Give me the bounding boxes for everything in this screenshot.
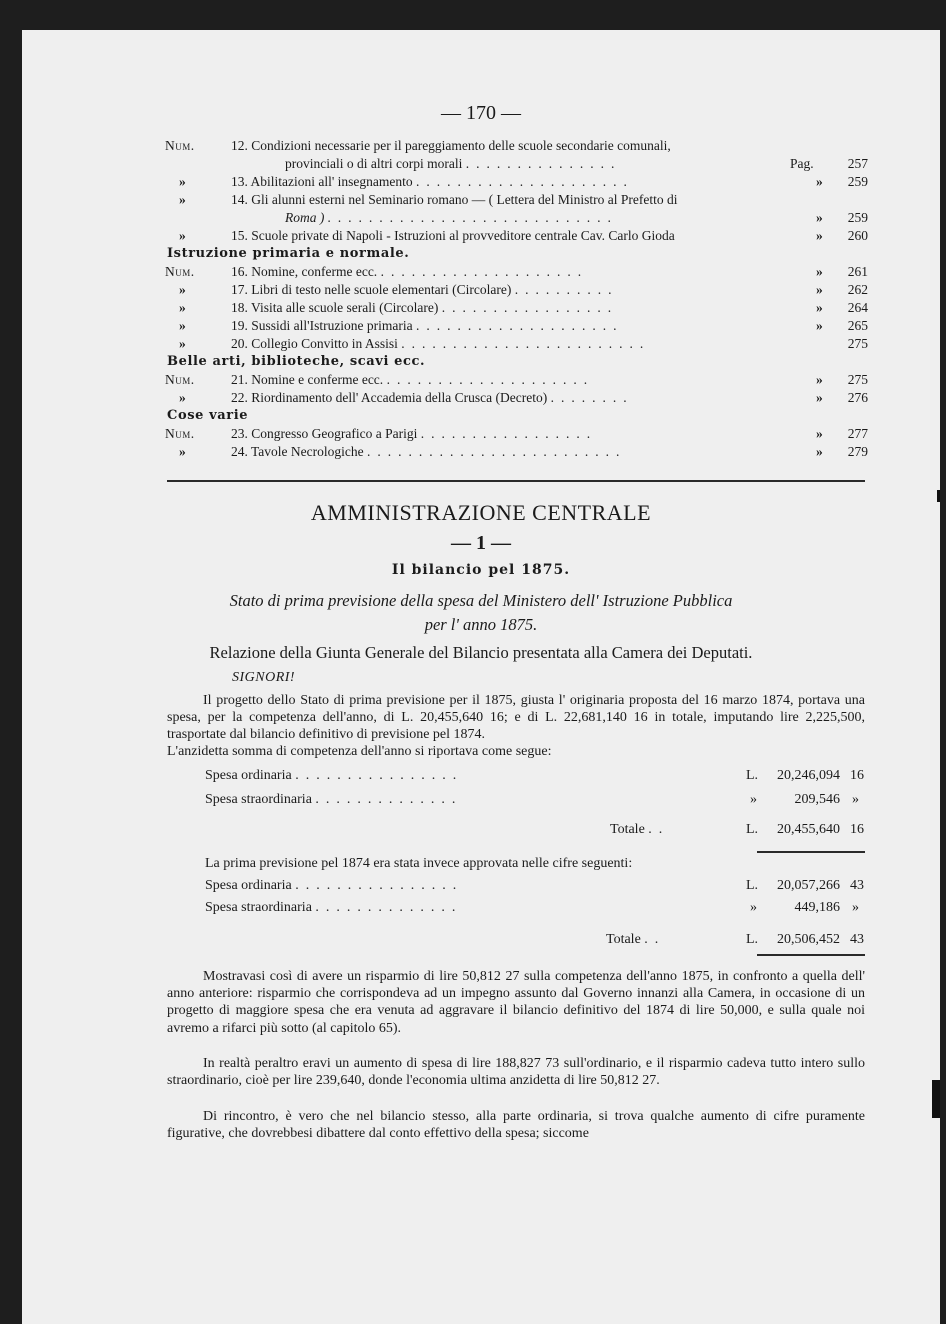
- relazione-heading: Relazione della Giunta Generale del Bilancio presentata alla Camera dei Deputati.: [209, 643, 753, 662]
- toc-ditto: »: [816, 426, 823, 441]
- ditto-quote: »: [179, 318, 186, 333]
- document-page: [22, 30, 940, 1324]
- toc-page: 275: [847, 336, 868, 351]
- cents: 16: [850, 768, 864, 783]
- toc-ditto: »: [816, 264, 823, 279]
- toc-entry-continuation: provinciali o di altri corpi morali ...............: [285, 156, 622, 171]
- line-label: Spesa ordinaria ................: [205, 768, 464, 783]
- toc-page: 259: [847, 174, 868, 189]
- article-title: Il bilancio pel 1875.: [391, 562, 571, 578]
- paragraph: Il progetto dello Stato di prima previsione per il 1875, giusta l' originaria proposta del 16 marzo 1874, portava una spesa, per la competenza dell'anno, di L. 20,455,640 16; e di L. 22,681,140 16 in totale, imputando lire 2,225,500, trasportate dal bilancio definitivo di previsione pel 1874.: [167, 693, 865, 743]
- amount: 20,506,452: [777, 932, 840, 947]
- num-label: Num.: [165, 138, 195, 153]
- cents: 43: [850, 932, 864, 947]
- currency: L.: [746, 768, 759, 783]
- cents: 16: [850, 822, 864, 837]
- num-label: Num.: [165, 264, 195, 279]
- scan-mark: [932, 1080, 940, 1118]
- toc-page: 279: [847, 444, 868, 459]
- toc-ditto: »: [816, 282, 823, 297]
- currency: L.: [746, 822, 759, 837]
- cents: »: [852, 792, 859, 807]
- toc-ditto: »: [816, 174, 823, 189]
- num-label: Num.: [165, 426, 195, 441]
- toc-ditto: »: [816, 300, 823, 315]
- toc-page: 261: [847, 264, 868, 279]
- toc-page: 277: [847, 426, 868, 441]
- toc-page: 262: [847, 282, 868, 297]
- toc-entry: 23. Congresso Geografico a Parigi .................: [231, 426, 598, 441]
- ditto-quote: »: [179, 174, 186, 189]
- line-label: Spesa straordinaria ..............: [205, 792, 463, 807]
- amount: 20,246,094: [777, 768, 840, 783]
- currency: L.: [746, 932, 759, 947]
- toc-entry: 19. Sussidi all'Istruzione primaria ....................: [231, 318, 624, 333]
- toc-entry-continuation: Roma ) ............................: [285, 210, 619, 225]
- toc-entry: 18. Visita alle scuole serali (Circolare) .................: [231, 300, 619, 315]
- total-rule: [757, 954, 865, 956]
- toc-entry: 16. Nomine, conferme ecc. ....................: [231, 264, 589, 279]
- section-heading: Belle arti, biblioteche, scavi ecc.: [167, 354, 426, 369]
- paragraph: L'anzidetta somma di competenza dell'anno si riportava come segue:: [167, 744, 552, 759]
- section-heading: Istruzione primaria e normale.: [167, 246, 410, 261]
- toc-entry: 12. Condizioni necessarie per il pareggiamento delle scuole secondarie comunali,: [231, 138, 671, 153]
- currency: L.: [746, 878, 759, 893]
- paragraph: Mostravasi così di avere un risparmio di lire 50,812 27 sulla competenza dell'anno 1875, in confronto a quella dell' anno anteriore: risparmio che corrispondeva ad un impegno assunto dal Governo innanzi alla Camera, in occasione di un progetto di maggiore spesa che era venuta ad aggravare il bilancio definitivo del 1874 di lire 50,000, e sulla quale noi avremo a rifarci più sotto (al capitolo 65).: [167, 969, 865, 1036]
- toc-page: 265: [847, 318, 868, 333]
- toc-page: 275: [847, 372, 868, 387]
- currency: »: [750, 792, 757, 807]
- section-divider: [167, 480, 865, 482]
- toc-ditto: »: [816, 372, 823, 387]
- amount: 20,455,640: [777, 822, 840, 837]
- total-label: Totale ..: [606, 932, 666, 947]
- cents: 43: [850, 878, 864, 893]
- toc-entry: 24. Tavole Necrologiche .........................: [231, 444, 627, 459]
- toc-page: 257: [847, 156, 868, 171]
- page-number: — 170 —: [441, 102, 521, 124]
- toc-ditto: »: [816, 444, 823, 459]
- italic-title-year: per l' anno 1875.: [424, 615, 538, 634]
- toc-entry: 13. Abilitazioni all' insegnamento .....................: [231, 174, 634, 189]
- amount: 209,546: [794, 792, 840, 807]
- scan-mark: [937, 490, 940, 502]
- ditto-quote: »: [179, 444, 186, 459]
- line-label: Spesa straordinaria ..............: [205, 900, 463, 915]
- paragraph: In realtà peraltro eravi un aumento di spesa di lire 188,827 73 sull'ordinario, e il risparmio cadeva tutto intero sullo straordinario, cioè per lire 239,640, donde l'economia ultima anzidetta di lire 50,812 27.: [167, 1056, 865, 1089]
- toc-entry: 20. Collegio Convitto in Assisi ........................: [231, 336, 651, 351]
- cents: »: [852, 900, 859, 915]
- paragraph: La prima previsione pel 1874 era stata invece approvata nelle cifre seguenti:: [205, 856, 633, 871]
- toc-page: 276: [847, 390, 868, 405]
- toc-ditto: »: [816, 318, 823, 333]
- italic-title: Stato di prima previsione della spesa del Ministero dell' Istruzione Pubblica: [229, 591, 733, 610]
- paragraph: Di rincontro, è vero che nel bilancio stesso, alla parte ordinaria, si trova qualche aumento di cifre puramente figurative, che dovrebbesi dibattere dal conto effettivo della spesa; siccome: [167, 1109, 865, 1142]
- ditto-quote: »: [179, 228, 186, 243]
- toc-page: 264: [847, 300, 868, 315]
- ditto-quote: »: [179, 390, 186, 405]
- toc-entry: 21. Nomine e conferme ecc. ....................: [231, 372, 595, 387]
- section-heading: Cose varie: [167, 408, 249, 423]
- toc-ditto: »: [816, 390, 823, 405]
- toc-page: 259: [847, 210, 868, 225]
- toc-ditto: Pag.: [790, 156, 814, 171]
- currency: »: [750, 900, 757, 915]
- toc-entry: 14. Gli alunni esterni nel Seminario romano — ( Lettera del Ministro al Prefetto di: [231, 192, 678, 207]
- total-rule: [757, 851, 865, 853]
- ditto-quote: »: [179, 192, 186, 207]
- toc-entry: 15. Scuole private di Napoli - Istruzioni al provveditore centrale Cav. Carlo Gioda: [231, 228, 675, 243]
- toc-entry: 22. Riordinamento dell' Accademia della Crusca (Decreto) ........: [231, 390, 634, 405]
- amount: 20,057,266: [777, 878, 840, 893]
- amount: 449,186: [794, 900, 840, 915]
- num-label: Num.: [165, 372, 195, 387]
- toc-entry: 17. Libri di testo nelle scuole elementari (Circolare) ..........: [231, 282, 619, 297]
- ditto-quote: »: [179, 300, 186, 315]
- line-label: Spesa ordinaria ................: [205, 878, 464, 893]
- toc-page: 260: [847, 228, 868, 243]
- main-heading: AMMINISTRAZIONE CENTRALE: [310, 500, 652, 525]
- ditto-quote: »: [179, 282, 186, 297]
- toc-ditto: »: [816, 210, 823, 225]
- total-label: Totale ..: [610, 822, 670, 837]
- ditto-quote: »: [179, 336, 186, 351]
- toc-ditto: »: [816, 228, 823, 243]
- subheading: — 1 —: [451, 532, 511, 554]
- salutation: SIGNORI!: [232, 670, 296, 685]
